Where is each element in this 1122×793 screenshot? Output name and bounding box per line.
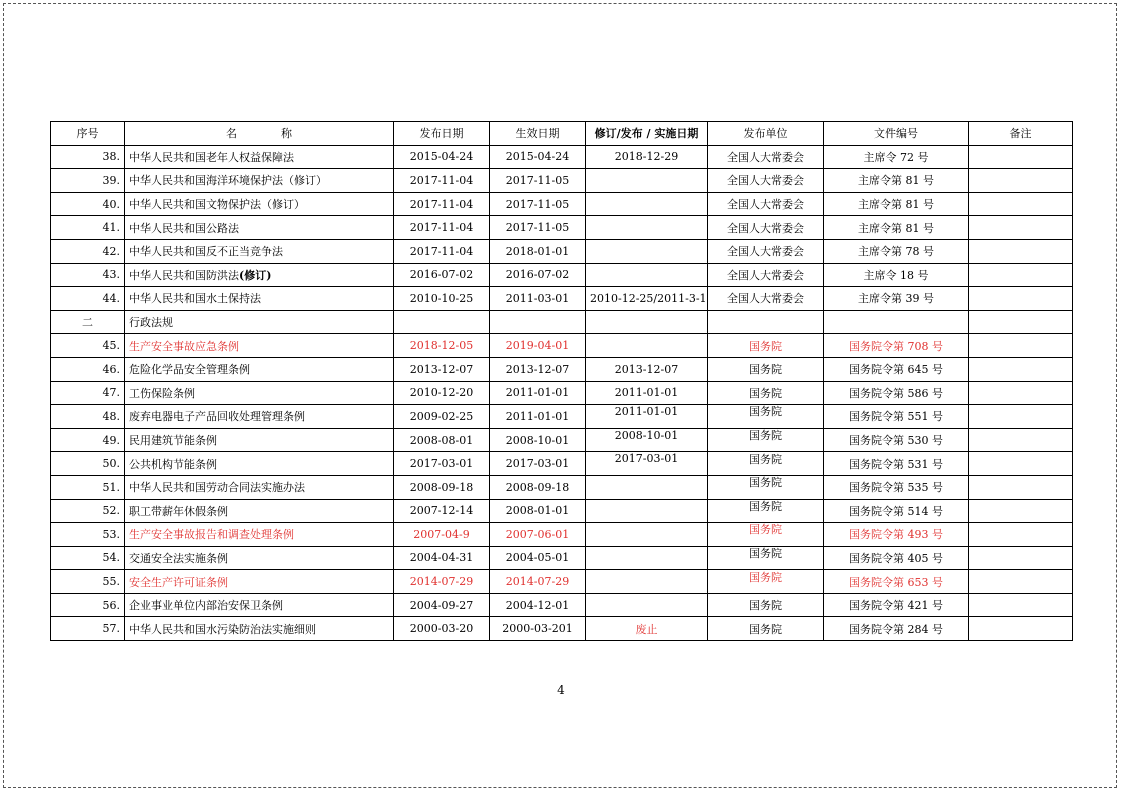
cell-issuer: 国务院 bbox=[708, 381, 824, 405]
cell-seq: 51. bbox=[51, 475, 125, 499]
cell-remark bbox=[969, 523, 1073, 547]
cell-issuer-text: 国务院 bbox=[749, 452, 782, 466]
cell-issuer: 全国人大常委会 bbox=[708, 192, 824, 216]
cell-name bbox=[125, 499, 394, 523]
cell-name bbox=[125, 452, 394, 476]
cell-remark bbox=[969, 239, 1073, 263]
header-issuer: 发布单位 bbox=[708, 122, 824, 146]
cell-doc-number: 国务院令第 493 号 bbox=[824, 523, 969, 547]
cell-remark bbox=[969, 192, 1073, 216]
table-row bbox=[51, 475, 1073, 499]
cell-publish-date: 2018-12-05 bbox=[394, 334, 490, 358]
cell-doc-number: 国务院令第 284 号 bbox=[824, 617, 969, 641]
cell-effective-date: 2017-11-05 bbox=[490, 192, 586, 216]
cell-revision-date bbox=[586, 499, 708, 523]
cell-publish-date: 2010-10-25 bbox=[394, 287, 490, 311]
cell-effective-date: 2011-01-01 bbox=[490, 405, 586, 429]
cell-publish-date: 2015-04-24 bbox=[394, 145, 490, 169]
cell-effective-date: 2011-03-01 bbox=[490, 287, 586, 311]
cell-revision-date bbox=[586, 169, 708, 193]
cell-remark bbox=[969, 334, 1073, 358]
cell-remark bbox=[969, 570, 1073, 594]
cell-issuer-text: 国务院 bbox=[749, 405, 782, 419]
cell-issuer bbox=[708, 452, 824, 476]
regulation-name: 生产安全事故报告和调查处理条例 bbox=[129, 528, 294, 542]
cell-remark bbox=[969, 287, 1073, 311]
cell-publish-date: 2017-11-04 bbox=[394, 239, 490, 263]
empty-cell bbox=[490, 310, 586, 334]
cell-seq: 50. bbox=[51, 452, 125, 476]
header-effective-date: 生效日期 bbox=[490, 122, 586, 146]
cell-effective-date: 2008-10-01 bbox=[490, 428, 586, 452]
cell-revision-date bbox=[586, 570, 708, 594]
cell-remark bbox=[969, 145, 1073, 169]
cell-issuer-text: 国务院 bbox=[749, 570, 782, 584]
cell-name bbox=[125, 216, 394, 240]
cell-publish-date: 2007-04-9 bbox=[394, 523, 490, 547]
cell-name bbox=[125, 287, 394, 311]
cell-issuer bbox=[708, 570, 824, 594]
table-row bbox=[51, 428, 1073, 452]
cell-issuer: 国务院 bbox=[708, 593, 824, 617]
table-row bbox=[51, 263, 1073, 287]
regulation-name: 职工带薪年休假条例 bbox=[129, 504, 228, 518]
table-row bbox=[51, 192, 1073, 216]
cell-publish-date: 2004-09-27 bbox=[394, 593, 490, 617]
cell-remark bbox=[969, 405, 1073, 429]
cell-name bbox=[125, 617, 394, 641]
cell-publish-date: 2017-11-04 bbox=[394, 216, 490, 240]
cell-seq: 53. bbox=[51, 523, 125, 547]
regulation-name: 中华人民共和国防洪法 bbox=[129, 268, 239, 282]
cell-revision-date-text: 2017-03-01 bbox=[614, 452, 679, 466]
cell-name bbox=[125, 145, 394, 169]
cell-effective-date: 2014-07-29 bbox=[490, 570, 586, 594]
cell-issuer-text: 国务院 bbox=[749, 523, 782, 537]
cell-name bbox=[125, 263, 394, 287]
table-row bbox=[51, 546, 1073, 570]
cell-seq: 44. bbox=[51, 287, 125, 311]
cell-doc-number: 主席令 18 号 bbox=[824, 263, 969, 287]
cell-effective-date: 2004-12-01 bbox=[490, 593, 586, 617]
cell-issuer: 全国人大常委会 bbox=[708, 263, 824, 287]
cell-effective-date: 2017-03-01 bbox=[490, 452, 586, 476]
cell-name bbox=[125, 593, 394, 617]
cell-name bbox=[125, 546, 394, 570]
cell-issuer-text: 国务院 bbox=[749, 546, 782, 560]
table-row bbox=[51, 452, 1073, 476]
header-publish-date: 发布日期 bbox=[394, 122, 490, 146]
cell-publish-date: 2004-04-31 bbox=[394, 546, 490, 570]
cell-revision-date bbox=[586, 593, 708, 617]
regulation-name: 公共机构节能条例 bbox=[129, 457, 217, 471]
cell-seq: 54. bbox=[51, 546, 125, 570]
cell-doc-number: 主席令 72 号 bbox=[824, 145, 969, 169]
cell-issuer-text: 国务院 bbox=[749, 429, 782, 443]
empty-cell bbox=[394, 310, 490, 334]
cell-publish-date: 2017-11-04 bbox=[394, 192, 490, 216]
regulation-name: 企业事业单位内部治安保卫条例 bbox=[129, 599, 283, 613]
cell-doc-number: 国务院令第 645 号 bbox=[824, 357, 969, 381]
cell-publish-date: 2008-09-18 bbox=[394, 475, 490, 499]
cell-revision-date: 废止 bbox=[586, 617, 708, 641]
cell-issuer: 国务院 bbox=[708, 334, 824, 358]
empty-cell bbox=[824, 310, 969, 334]
cell-publish-date: 2007-12-14 bbox=[394, 499, 490, 523]
cell-issuer-text: 国务院 bbox=[749, 499, 782, 513]
cell-revision-date bbox=[586, 239, 708, 263]
cell-doc-number: 主席令第 39 号 bbox=[824, 287, 969, 311]
cell-issuer: 国务院 bbox=[708, 617, 824, 641]
section-row bbox=[51, 310, 1073, 334]
cell-seq: 52. bbox=[51, 499, 125, 523]
cell-seq: 57. bbox=[51, 617, 125, 641]
regulations-table bbox=[50, 121, 1073, 641]
cell-doc-number: 国务院令第 708 号 bbox=[824, 334, 969, 358]
section-title: 行政法规 bbox=[125, 310, 394, 334]
cell-revision-date bbox=[586, 428, 708, 452]
regulation-name: 中华人民共和国文物保护法（修订） bbox=[129, 198, 305, 212]
cell-revision-date: 2018-12-29 bbox=[586, 145, 708, 169]
cell-doc-number: 国务院令第 586 号 bbox=[824, 381, 969, 405]
cell-seq: 48. bbox=[51, 405, 125, 429]
cell-effective-date: 2004-05-01 bbox=[490, 546, 586, 570]
cell-revision-date-text: 2011-01-01 bbox=[614, 404, 679, 418]
cell-publish-date: 2016-07-02 bbox=[394, 263, 490, 287]
cell-name bbox=[125, 405, 394, 429]
cell-remark bbox=[969, 381, 1073, 405]
cell-revision-date: 2011-01-01 bbox=[586, 381, 708, 405]
cell-issuer bbox=[708, 523, 824, 547]
cell-issuer: 国务院 bbox=[708, 357, 824, 381]
cell-effective-date: 2017-11-05 bbox=[490, 169, 586, 193]
cell-name bbox=[125, 192, 394, 216]
cell-issuer-text: 国务院 bbox=[749, 476, 782, 490]
header-doc-number: 文件编号 bbox=[824, 122, 969, 146]
cell-publish-date: 2017-11-04 bbox=[394, 169, 490, 193]
cell-issuer bbox=[708, 428, 824, 452]
table-row bbox=[51, 381, 1073, 405]
cell-effective-date: 2013-12-07 bbox=[490, 357, 586, 381]
cell-publish-date: 2014-07-29 bbox=[394, 570, 490, 594]
cell-doc-number: 国务院令第 405 号 bbox=[824, 546, 969, 570]
cell-seq: 46. bbox=[51, 357, 125, 381]
cell-seq: 45. bbox=[51, 334, 125, 358]
section-number: 二 bbox=[51, 310, 125, 334]
header-seq: 序号 bbox=[51, 122, 125, 146]
empty-cell bbox=[969, 310, 1073, 334]
regulation-name: 中华人民共和国水污染防治法实施细则 bbox=[129, 622, 316, 636]
cell-name bbox=[125, 357, 394, 381]
cell-seq: 56. bbox=[51, 593, 125, 617]
regulation-name: 中华人民共和国水土保持法 bbox=[129, 292, 261, 306]
cell-effective-date: 2011-01-01 bbox=[490, 381, 586, 405]
cell-effective-date: 2019-04-01 bbox=[490, 334, 586, 358]
cell-revision-date bbox=[586, 192, 708, 216]
cell-doc-number: 国务院令第 535 号 bbox=[824, 475, 969, 499]
regulation-name: 废弃电器电子产品回收处理管理条例 bbox=[129, 410, 305, 424]
regulation-name: 中华人民共和国海洋环境保护法（修订） bbox=[129, 174, 327, 188]
cell-seq: 47. bbox=[51, 381, 125, 405]
cell-issuer: 全国人大常委会 bbox=[708, 145, 824, 169]
cell-doc-number: 国务院令第 530 号 bbox=[824, 428, 969, 452]
header-row bbox=[51, 122, 1073, 146]
table-row bbox=[51, 216, 1073, 240]
cell-revision-date bbox=[586, 452, 708, 476]
cell-issuer bbox=[708, 546, 824, 570]
cell-seq: 41. bbox=[51, 216, 125, 240]
cell-publish-date: 2013-12-07 bbox=[394, 357, 490, 381]
regulation-name: 中华人民共和国劳动合同法实施办法 bbox=[129, 481, 305, 495]
cell-doc-number: 国务院令第 514 号 bbox=[824, 499, 969, 523]
cell-revision-date bbox=[586, 546, 708, 570]
cell-issuer: 全国人大常委会 bbox=[708, 216, 824, 240]
cell-publish-date: 2010-12-20 bbox=[394, 381, 490, 405]
cell-doc-number: 主席令第 81 号 bbox=[824, 192, 969, 216]
cell-name bbox=[125, 475, 394, 499]
cell-doc-number: 主席令第 81 号 bbox=[824, 169, 969, 193]
cell-seq: 43. bbox=[51, 263, 125, 287]
cell-revision-date-text: 2008-10-01 bbox=[614, 428, 679, 442]
table-row bbox=[51, 357, 1073, 381]
regulation-name: 中华人民共和国反不正当竞争法 bbox=[129, 245, 283, 259]
cell-remark bbox=[969, 593, 1073, 617]
cell-name bbox=[125, 334, 394, 358]
cell-effective-date: 2015-04-24 bbox=[490, 145, 586, 169]
table-row bbox=[51, 617, 1073, 641]
cell-publish-date: 2017-03-01 bbox=[394, 452, 490, 476]
table-row bbox=[51, 239, 1073, 263]
cell-remark bbox=[969, 357, 1073, 381]
cell-name bbox=[125, 570, 394, 594]
table-row bbox=[51, 570, 1073, 594]
cell-revision-date: 2010-12-25/2011-3-1 bbox=[586, 287, 708, 311]
cell-seq: 40. bbox=[51, 192, 125, 216]
cell-remark bbox=[969, 546, 1073, 570]
regulation-name: 安全生产许可证条例 bbox=[129, 575, 228, 589]
cell-doc-number: 国务院令第 531 号 bbox=[824, 452, 969, 476]
cell-effective-date: 2000-03-201 bbox=[490, 617, 586, 641]
cell-effective-date: 2008-09-18 bbox=[490, 475, 586, 499]
table-row bbox=[51, 169, 1073, 193]
cell-name bbox=[125, 239, 394, 263]
header-name: 名 称 bbox=[125, 122, 394, 146]
regulation-name: 工伤保险条例 bbox=[129, 386, 195, 400]
table-row bbox=[51, 593, 1073, 617]
cell-remark bbox=[969, 216, 1073, 240]
table-row bbox=[51, 334, 1073, 358]
table-row bbox=[51, 523, 1073, 547]
table-row bbox=[51, 145, 1073, 169]
table-row bbox=[51, 287, 1073, 311]
cell-issuer bbox=[708, 499, 824, 523]
cell-remark bbox=[969, 428, 1073, 452]
cell-revision-date bbox=[586, 263, 708, 287]
cell-name bbox=[125, 381, 394, 405]
cell-issuer bbox=[708, 405, 824, 429]
cell-issuer: 全国人大常委会 bbox=[708, 287, 824, 311]
regulation-name: 生产安全事故应急条例 bbox=[129, 339, 239, 353]
cell-issuer bbox=[708, 475, 824, 499]
cell-revision-date bbox=[586, 475, 708, 499]
cell-name bbox=[125, 523, 394, 547]
cell-effective-date: 2017-11-05 bbox=[490, 216, 586, 240]
cell-publish-date: 2008-08-01 bbox=[394, 428, 490, 452]
cell-doc-number: 国务院令第 421 号 bbox=[824, 593, 969, 617]
cell-doc-number: 国务院令第 551 号 bbox=[824, 405, 969, 429]
cell-seq: 42. bbox=[51, 239, 125, 263]
cell-remark bbox=[969, 475, 1073, 499]
cell-doc-number: 主席令第 81 号 bbox=[824, 216, 969, 240]
table-row bbox=[51, 405, 1073, 429]
cell-effective-date: 2008-01-01 bbox=[490, 499, 586, 523]
empty-cell bbox=[586, 310, 708, 334]
regulation-name: 交通安全法实施条例 bbox=[129, 551, 228, 565]
cell-issuer: 全国人大常委会 bbox=[708, 169, 824, 193]
regulation-name: 民用建筑节能条例 bbox=[129, 434, 217, 448]
cell-seq: 39. bbox=[51, 169, 125, 193]
header-remark: 备注 bbox=[969, 122, 1073, 146]
cell-revision-date: 2013-12-07 bbox=[586, 357, 708, 381]
header-revision-date: 修订/发布 / 实施日期 bbox=[586, 122, 708, 146]
cell-remark bbox=[969, 452, 1073, 476]
cell-remark bbox=[969, 617, 1073, 641]
cell-effective-date: 2018-01-01 bbox=[490, 239, 586, 263]
cell-remark bbox=[969, 169, 1073, 193]
cell-doc-number: 主席令第 78 号 bbox=[824, 239, 969, 263]
cell-publish-date: 2009-02-25 bbox=[394, 405, 490, 429]
cell-revision-date bbox=[586, 216, 708, 240]
cell-seq: 49. bbox=[51, 428, 125, 452]
cell-name bbox=[125, 169, 394, 193]
page-number: 4 bbox=[557, 683, 565, 697]
regulation-name: 中华人民共和国老年人权益保障法 bbox=[129, 150, 294, 164]
cell-revision-date bbox=[586, 523, 708, 547]
cell-remark bbox=[969, 499, 1073, 523]
cell-revision-date bbox=[586, 405, 708, 429]
cell-issuer: 全国人大常委会 bbox=[708, 239, 824, 263]
regulation-name: 中华人民共和国公路法 bbox=[129, 221, 239, 235]
cell-seq: 38. bbox=[51, 145, 125, 169]
cell-name bbox=[125, 428, 394, 452]
empty-cell bbox=[708, 310, 824, 334]
cell-publish-date: 2000-03-20 bbox=[394, 617, 490, 641]
table-row bbox=[51, 499, 1073, 523]
cell-doc-number: 国务院令第 653 号 bbox=[824, 570, 969, 594]
cell-seq: 55. bbox=[51, 570, 125, 594]
cell-effective-date: 2007-06-01 bbox=[490, 523, 586, 547]
cell-revision-date bbox=[586, 334, 708, 358]
cell-effective-date: 2016-07-02 bbox=[490, 263, 586, 287]
regulation-name-suffix: (修订) bbox=[239, 268, 272, 282]
regulation-name: 危险化学品安全管理条例 bbox=[129, 363, 250, 377]
cell-remark bbox=[969, 263, 1073, 287]
